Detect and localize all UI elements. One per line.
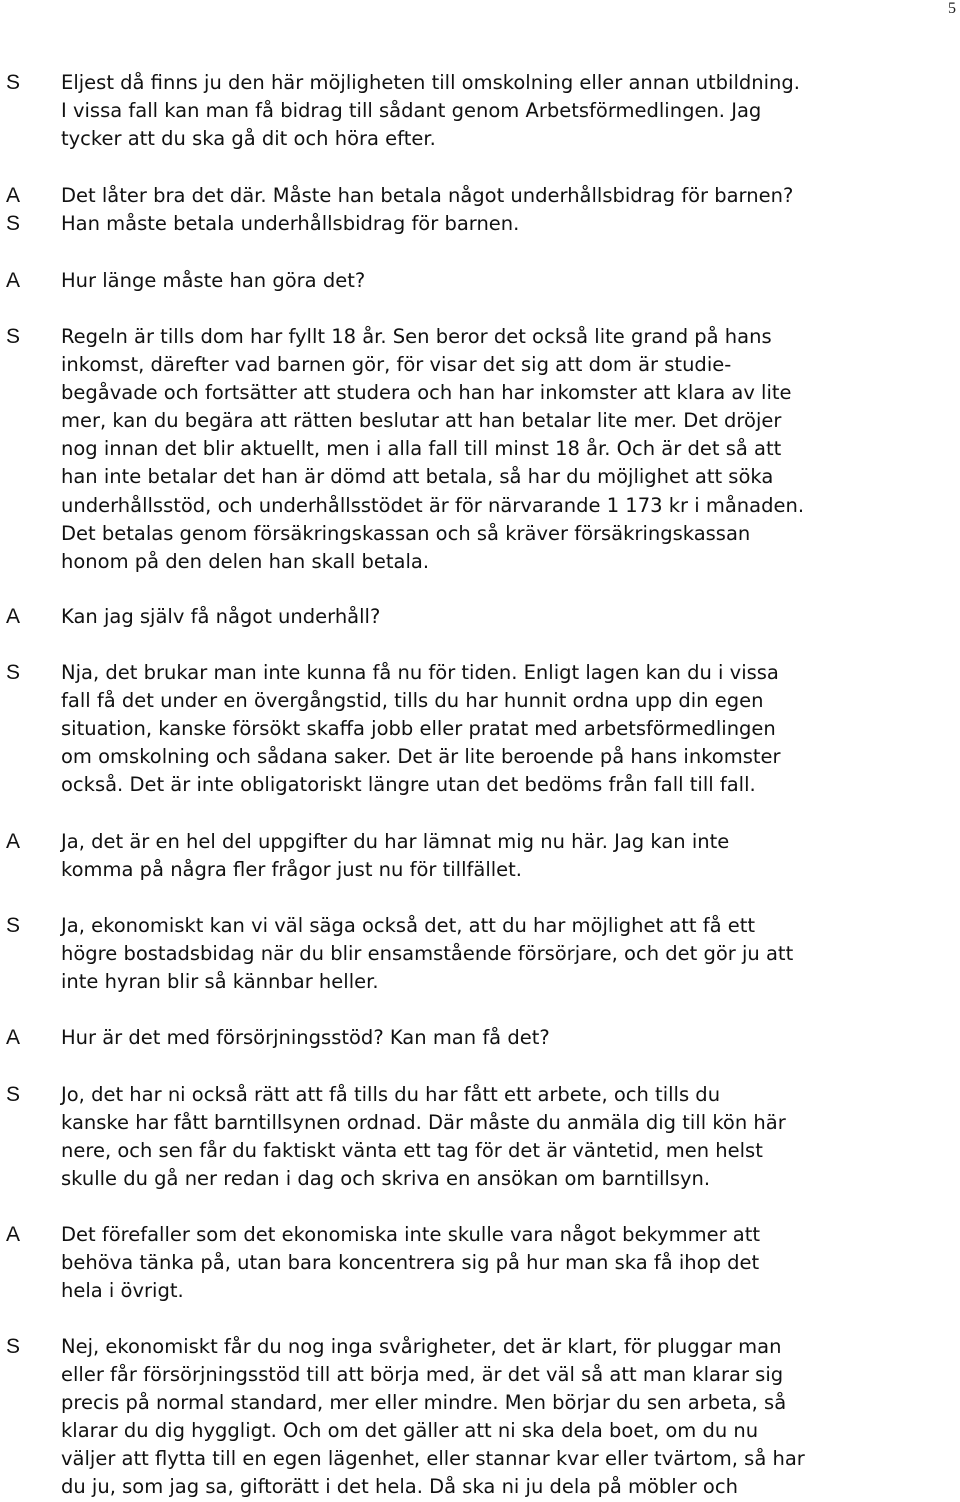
- text-line: inte hyran blir så kännbar heller.: [61, 970, 379, 994]
- text-line: honom på den delen han skall betala.: [61, 549, 430, 573]
- text-line: begåvade och fortsätter att studera och han har inkomster att klara av lite: [61, 381, 792, 405]
- speaker-label: A: [6, 605, 21, 628]
- utterance: [61, 912, 956, 996]
- text-line: nere, och sen får du faktiskt vänta ett tag för det är väntetid, men helst: [61, 1139, 763, 1163]
- speaker-label: S: [6, 1335, 21, 1358]
- utterance: [61, 323, 956, 576]
- text-line: tycker att du ska gå dit och höra efter.: [61, 127, 436, 151]
- utterance: [61, 1333, 956, 1502]
- speaker-label: S: [6, 212, 21, 235]
- text-line: kanske har fått barntillsynen ordnad. Där måste du anmäla dig till kön här: [61, 1111, 786, 1135]
- text-line: väljer att flytta till en egen lägenhet, eller stannar kvar eller tvärtom, så har: [61, 1447, 805, 1471]
- text-line: situation, kanske försökt skaffa jobb eller pratat med arbetsförmedlingen: [61, 717, 776, 741]
- text-line: om omskolning och sådana saker. Det är lite beroende på hans inkomster: [61, 745, 781, 769]
- page-number: 5: [948, 0, 956, 17]
- text-line: hela i övrigt.: [61, 1279, 184, 1303]
- text-line: Jo, det har ni också rätt att få tills du har fått ett arbete, och tills du: [61, 1083, 721, 1106]
- text-line: komma på några fler frågor just nu för tillfället.: [61, 858, 522, 882]
- text-line: klarar du dig hyggligt. Och om det gäller att ni ska dela boet, om du nu: [61, 1419, 759, 1443]
- utterance: [61, 210, 956, 238]
- speaker-label: S: [6, 71, 21, 94]
- text-line: nog innan det blir aktuellt, men i alla fall till minst 18 år. Och är det så att: [61, 437, 782, 461]
- utterance: [61, 69, 956, 153]
- text-line: Nja, det brukar man inte kunna få nu för tiden. Enligt lagen kan du i vissa: [61, 661, 779, 684]
- text-line: Ja, ekonomiskt kan vi väl säga också det, att du har möjlighet att få ett: [61, 914, 756, 937]
- text-line: Eljest då finns ju den här möjligheten till omskolning eller annan utbildning.: [61, 71, 800, 94]
- text-line: han inte betalar det han är dömd att betala, så har du möjlighet att söka: [61, 465, 774, 489]
- text-line: Han måste betala underhållsbidrag för barnen.: [61, 212, 520, 235]
- text-line: Ja, det är en hel del uppgifter du har lämnat mig nu här. Jag kan inte: [61, 830, 730, 853]
- text-line: också. Det är inte obligatoriskt längre utan det bedöms från fall till fall.: [61, 773, 756, 797]
- text-line: högre bostadsbidag när du blir ensamstående försörjare, och det gör ju att: [61, 942, 794, 966]
- text-line: behöva tänka på, utan bara koncentrera sig på hur man ska få ihop det: [61, 1251, 760, 1275]
- utterance: [61, 659, 956, 799]
- text-line: Regeln är tills dom har fyllt 18 år. Sen beror det också lite grand på hans: [61, 325, 772, 348]
- speaker-label: S: [6, 661, 21, 684]
- text-line: Nej, ekonomiskt får du nog inga svårigheter, det är klart, för pluggar man: [61, 1335, 782, 1358]
- utterance: [61, 1081, 956, 1193]
- speaker-label: S: [6, 1083, 21, 1106]
- speaker-label: A: [6, 830, 21, 853]
- speaker-label: A: [6, 184, 21, 207]
- speaker-label: A: [6, 1223, 21, 1246]
- text-line: underhållsstöd, och underhållsstödet är för närvarande 1 173 kr i månaden.: [61, 493, 805, 517]
- utterance: [61, 1221, 956, 1305]
- text-line: Hur länge måste han göra det?: [61, 269, 366, 292]
- text-line: inkomst, därefter vad barnen gör, för visar det sig att dom är studie-: [61, 353, 732, 377]
- speaker-label: S: [6, 325, 21, 348]
- text-line: Det förefaller som det ekonomiska inte skulle vara något bekymmer att: [61, 1223, 761, 1246]
- speaker-label: A: [6, 269, 21, 292]
- text-line: mer, kan du begära att rätten beslutar att han betalar lite mer. Det dröjer: [61, 409, 782, 433]
- text-line: skulle du gå ner redan i dag och skriva en ansökan om barntillsyn.: [61, 1167, 711, 1191]
- text-line: precis på normal standard, mer eller mindre. Men börjar du sen arbeta, så: [61, 1391, 787, 1415]
- text-line: Hur är det med försörjningsstöd? Kan man få det?: [61, 1026, 550, 1049]
- utterance: [61, 1024, 956, 1052]
- utterance: [61, 267, 956, 295]
- utterance: [61, 182, 956, 210]
- utterance: [61, 603, 956, 631]
- text-line: Det låter bra det där. Måste han betala något underhållsbidrag för barnen?: [61, 184, 794, 207]
- speaker-label: S: [6, 914, 21, 937]
- text-line: du ju, som jag sa, giftorätt i det hela. Då ska ni ju dela på möbler och: [61, 1475, 738, 1499]
- text-line: fall få det under en övergångstid, tills du har hunnit ordna upp din egen: [61, 689, 764, 713]
- text-line: eller får försörjningsstöd till att börja med, är det väl så att man klarar sig: [61, 1363, 784, 1387]
- speaker-label: A: [6, 1026, 21, 1049]
- utterance: [61, 828, 956, 884]
- text-line: Det betalas genom försäkringskassan och så kräver försäkringskassan: [61, 521, 751, 545]
- text-line: I vissa fall kan man få bidrag till sådant genom Arbetsförmedlingen. Jag: [61, 99, 762, 123]
- text-line: Kan jag själv få något underhåll?: [61, 605, 381, 628]
